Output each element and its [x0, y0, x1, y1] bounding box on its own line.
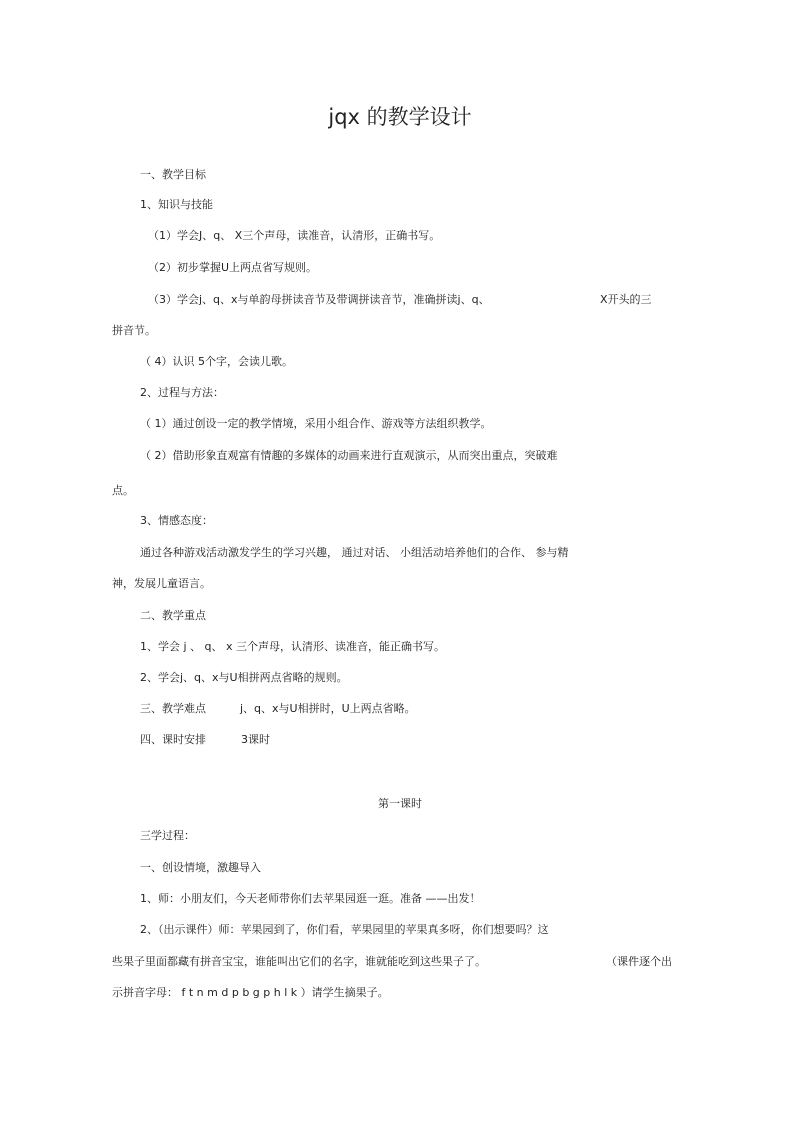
process-item-2: （ 2）借助形象直观富有情趣的多媒体的动画来进行直观演示，从而突出重点，突破难	[140, 449, 558, 462]
knowledge-item-3: （3）学会j、q、x与单韵母拼读音节及带调拼读音节，准确拼读j、q、	[148, 293, 490, 306]
goals-heading: 一、教学目标	[140, 168, 206, 181]
document-title: jqx 的教学设计	[328, 105, 472, 129]
knowledge-item-1: （1）学会J、q、 X三个声母，读准音，认清形，正确书写。	[148, 229, 441, 242]
attitude-text-continuation: 神，发展儿童语言。	[112, 577, 211, 590]
schedule-text: 3课时	[241, 733, 270, 746]
lesson-heading: 第一课时	[378, 797, 422, 810]
knowledge-item-3-continuation: 拼音节。	[112, 324, 156, 337]
step1-item-2-letters: 示拼音字母： f t n m d p b g p h l k ）请学生摘果子。	[112, 986, 389, 999]
process-item-1: （ 1）通过创设一定的教学情境，采用小组合作、游戏等方法组织教学。	[140, 417, 492, 430]
process-item-2-continuation: 点。	[112, 484, 134, 497]
step1-item-2: 2、（出示课件）师：苹果园到了，你们看，苹果园里的苹果真多呀，你们想要吗？这	[140, 923, 549, 936]
step1-item-2-continuation: 些果子里面都藏有拼音宝宝，谁能叫出它们的名字，谁就能吃到这些果子了。	[112, 955, 486, 968]
knowledge-item-3-tail: X开头的三	[600, 293, 652, 306]
knowledge-heading: 1、知识与技能	[140, 198, 213, 211]
step1-heading: 一、创设情境，激趣导入	[140, 861, 261, 874]
attitude-heading: 3、情感态度：	[140, 514, 213, 527]
difficulty-label: 三、教学难点	[140, 702, 206, 715]
focus-item-1: 1、学会 j 、 q、 x 三个声母，认清形、读准音，能正确书写。	[140, 640, 446, 653]
process-heading: 2、过程与方法：	[140, 386, 224, 399]
knowledge-item-2: （2）初步掌握U上两点省写规则。	[148, 261, 318, 274]
step1-item-1: 1、师：小朋友们，今天老师带你们去苹果园逛一逛。准备 ——出发！	[140, 892, 481, 905]
attitude-text: 通过各种游戏活动激发学生的学习兴趣， 通过对话、 小组活动培养他们的合作、 参与精	[140, 546, 569, 559]
step1-item-2-note: （课件逐个出	[606, 955, 672, 968]
knowledge-item-4: （ 4）认识 5个字，会读儿歌。	[140, 355, 293, 368]
focus-heading: 二、教学重点	[140, 609, 206, 622]
difficulty-text: j、q、x与U相拼时，U上两点省略。	[240, 702, 416, 715]
process2-heading: 三学过程：	[140, 829, 195, 842]
focus-item-2: 2、学会j、q、x与U相拼两点省略的规则。	[140, 671, 348, 684]
schedule-label: 四、课时安排	[140, 733, 206, 746]
